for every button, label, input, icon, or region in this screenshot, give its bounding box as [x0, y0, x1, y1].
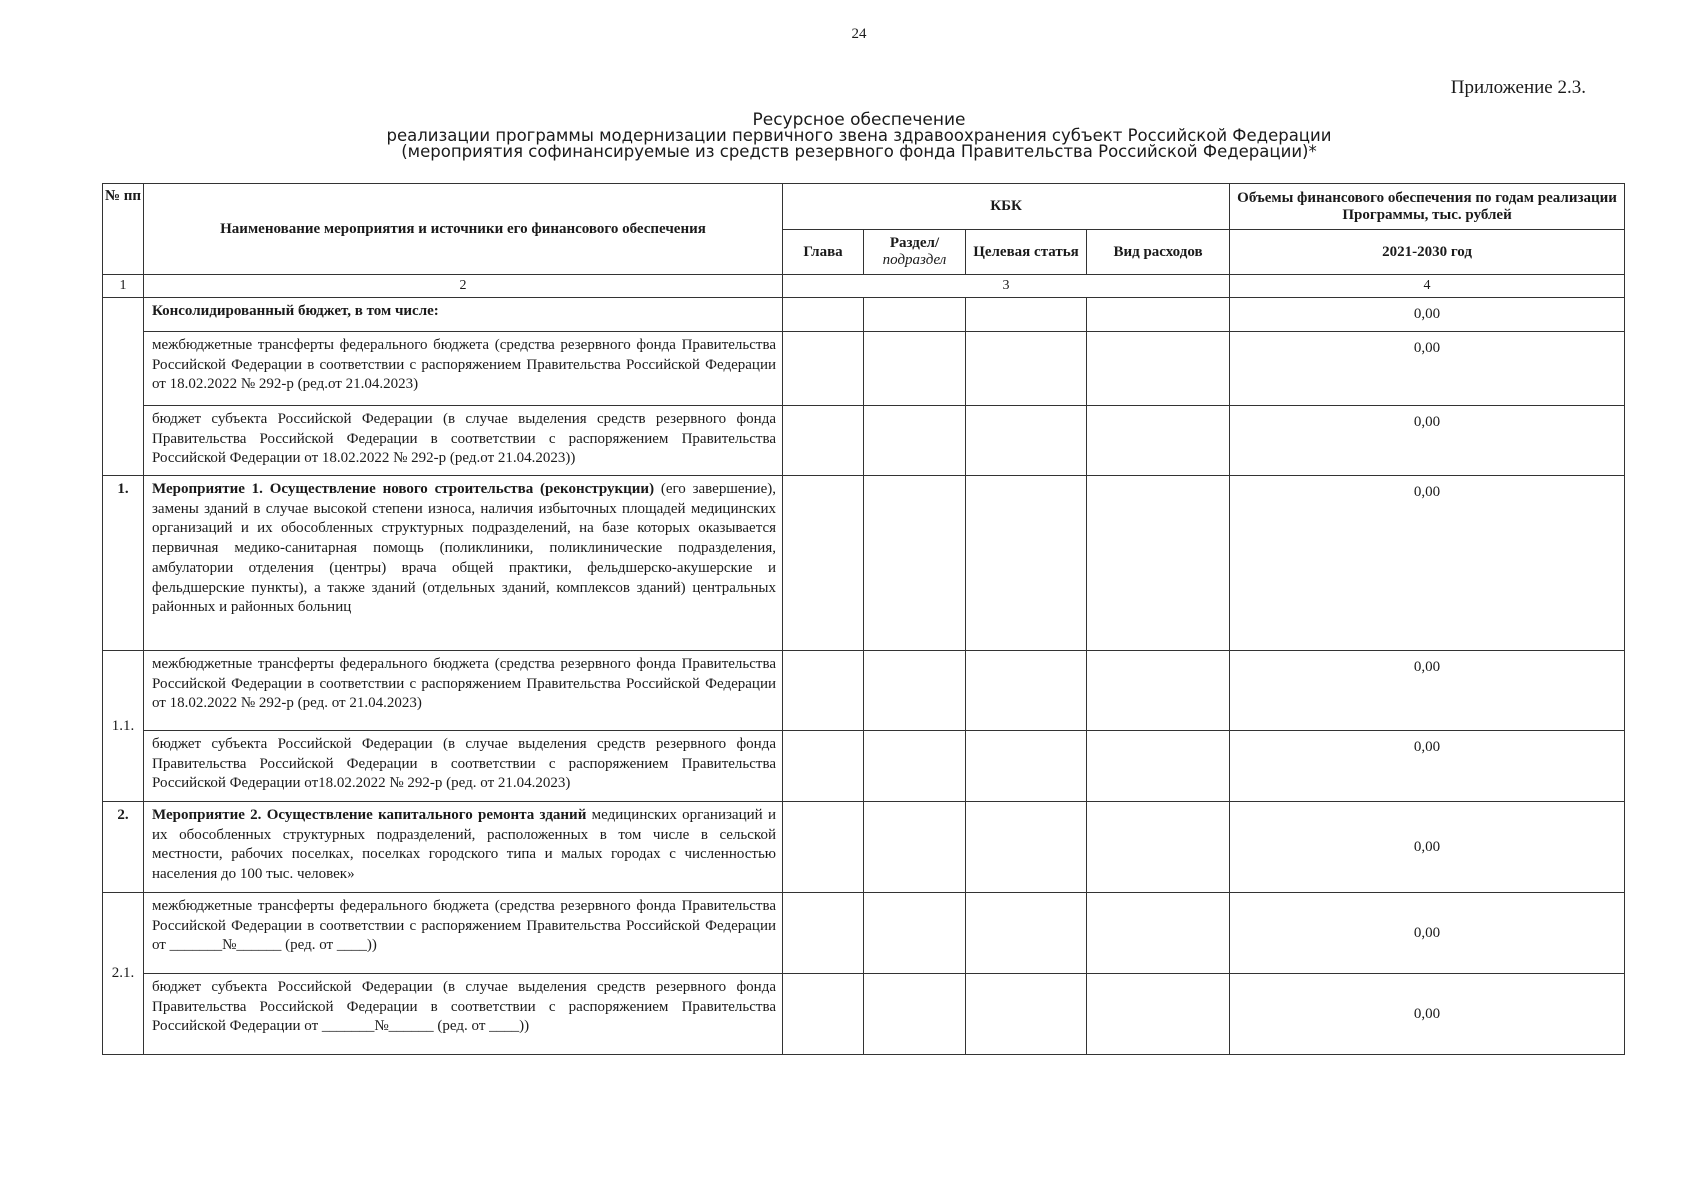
row-text: Мероприятие 2. Осуществление капитального ремонта зданий медицинских организаций и их обособленных структурных подразделений, расположенных в том числе в сельской местности, рабочих поселках, поселках городского типа и малых городах с численностью населения до 100 тыс. человек»: [144, 802, 783, 893]
resource-table: [102, 183, 1625, 1055]
header-podrazdel-label: подраздел: [882, 252, 947, 268]
heading-line-2: реализации программы модернизации первичного звена здравоохранения субъект Российской Федерации: [386, 126, 1332, 145]
row-value: 0,00: [1230, 802, 1625, 893]
row-value: 0,00: [1230, 476, 1625, 651]
row-value: 0,00: [1230, 974, 1625, 1055]
header-razdel-label: Раздел/: [889, 235, 940, 251]
row-num: 2.: [103, 802, 144, 893]
row-text: межбюджетные трансферты федерального бюджета (средства резервного фонда Правительства Российской Федерации в соответствии с распоряжением Правительства Российской Федерации от 18.02.2022 № 292-р (ред.от 21.04.2023): [144, 332, 783, 406]
row-num: 1.1.: [103, 651, 144, 802]
row-text: Консолидированный бюджет, в том числе:: [144, 298, 783, 332]
header-years: 2021-2030 год: [1230, 230, 1625, 275]
row-num-cell: [103, 298, 144, 476]
header-celevaya: Целевая статья: [966, 230, 1087, 275]
row-text: межбюджетные трансферты федерального бюджета (средства резервного фонда Правительства Российской Федерации в соответствии с распоряжением Правительства Российской Федерации от _______№______ (ред. от ____)): [144, 893, 783, 974]
heading-line-1: Ресурсное обеспечение: [752, 110, 966, 130]
row-num: 2.1.: [103, 893, 144, 1055]
heading-line-3: (мероприятия софинансируемые из средств резервного фонда Правительства Российской Федерации)*: [401, 142, 1317, 161]
header-razdel: [864, 230, 966, 275]
col-number-4: 4: [1230, 275, 1625, 298]
row-value: 0,00: [1230, 332, 1625, 406]
header-num: № пп: [103, 184, 144, 275]
header-name: Наименование мероприятия и источники его финансового обеспечения: [144, 184, 783, 275]
row-value: 0,00: [1230, 406, 1625, 476]
row-text: Мероприятие 1. Осуществление нового строительства (реконструкции) (его завершение), замены зданий в случае высокой степени износа, наличия избыточных площадей медицинских организаций и их обособленных структурных подразделений, на базе которых оказывается первичная медико-санитарная помощь (поликлиники, поликлинические подразделения, амбулатории отделения (центры) врача общей практики, фельдшерско-акушерские и фельдшерские пункты), а также зданий (отдельных зданий, комплексов зданий) центральных районных и районных больниц: [144, 476, 783, 651]
row-text: бюджет субъекта Российской Федерации (в случае выделения средств резервного фонда Правительства Российской Федерации в соответствии с распоряжением Правительства Российской Федерации от18.02.2022 № 292-р (ред. от 21.04.2023): [144, 731, 783, 802]
col-number-3: 3: [783, 275, 1230, 298]
row-value: 0,00: [1230, 893, 1625, 974]
header-vid: Вид расходов: [1087, 230, 1230, 275]
header-volumes: Объемы финансового обеспечения по годам реализации Программы, тыс. рублей: [1230, 184, 1625, 230]
page-number: 24: [851, 26, 867, 42]
row-value: 0,00: [1230, 731, 1625, 802]
col-number-1: 1: [103, 275, 144, 298]
row-num: 1.: [103, 476, 144, 651]
document-heading: [0, 112, 1697, 160]
header-glava: Глава: [783, 230, 864, 275]
row-text: межбюджетные трансферты федерального бюджета (средства резервного фонда Правительства Российской Федерации в соответствии с распоряжением Правительства Российской Федерации от 18.02.2022 № 292-р (ред. от 21.04.2023): [144, 651, 783, 731]
row-value: 0,00: [1230, 298, 1625, 332]
row-text: бюджет субъекта Российской Федерации (в случае выделения средств резервного фонда Правительства Российской Федерации в соответствии с распоряжением Правительства Российской Федерации от 18.02.2022 № 292-р (ред.от 21.04.2023)): [144, 406, 783, 476]
row-value: 0,00: [1230, 651, 1625, 731]
col-number-2: 2: [144, 275, 783, 298]
row-text: бюджет субъекта Российской Федерации (в случае выделения средств резервного фонда Правительства Российской Федерации в соответствии с распоряжением Правительства Российской Федерации от _______№______ (ред. от ____)): [144, 974, 783, 1055]
header-kbk: КБК: [783, 184, 1230, 230]
appendix-label: Приложение 2.3.: [1450, 77, 1586, 98]
